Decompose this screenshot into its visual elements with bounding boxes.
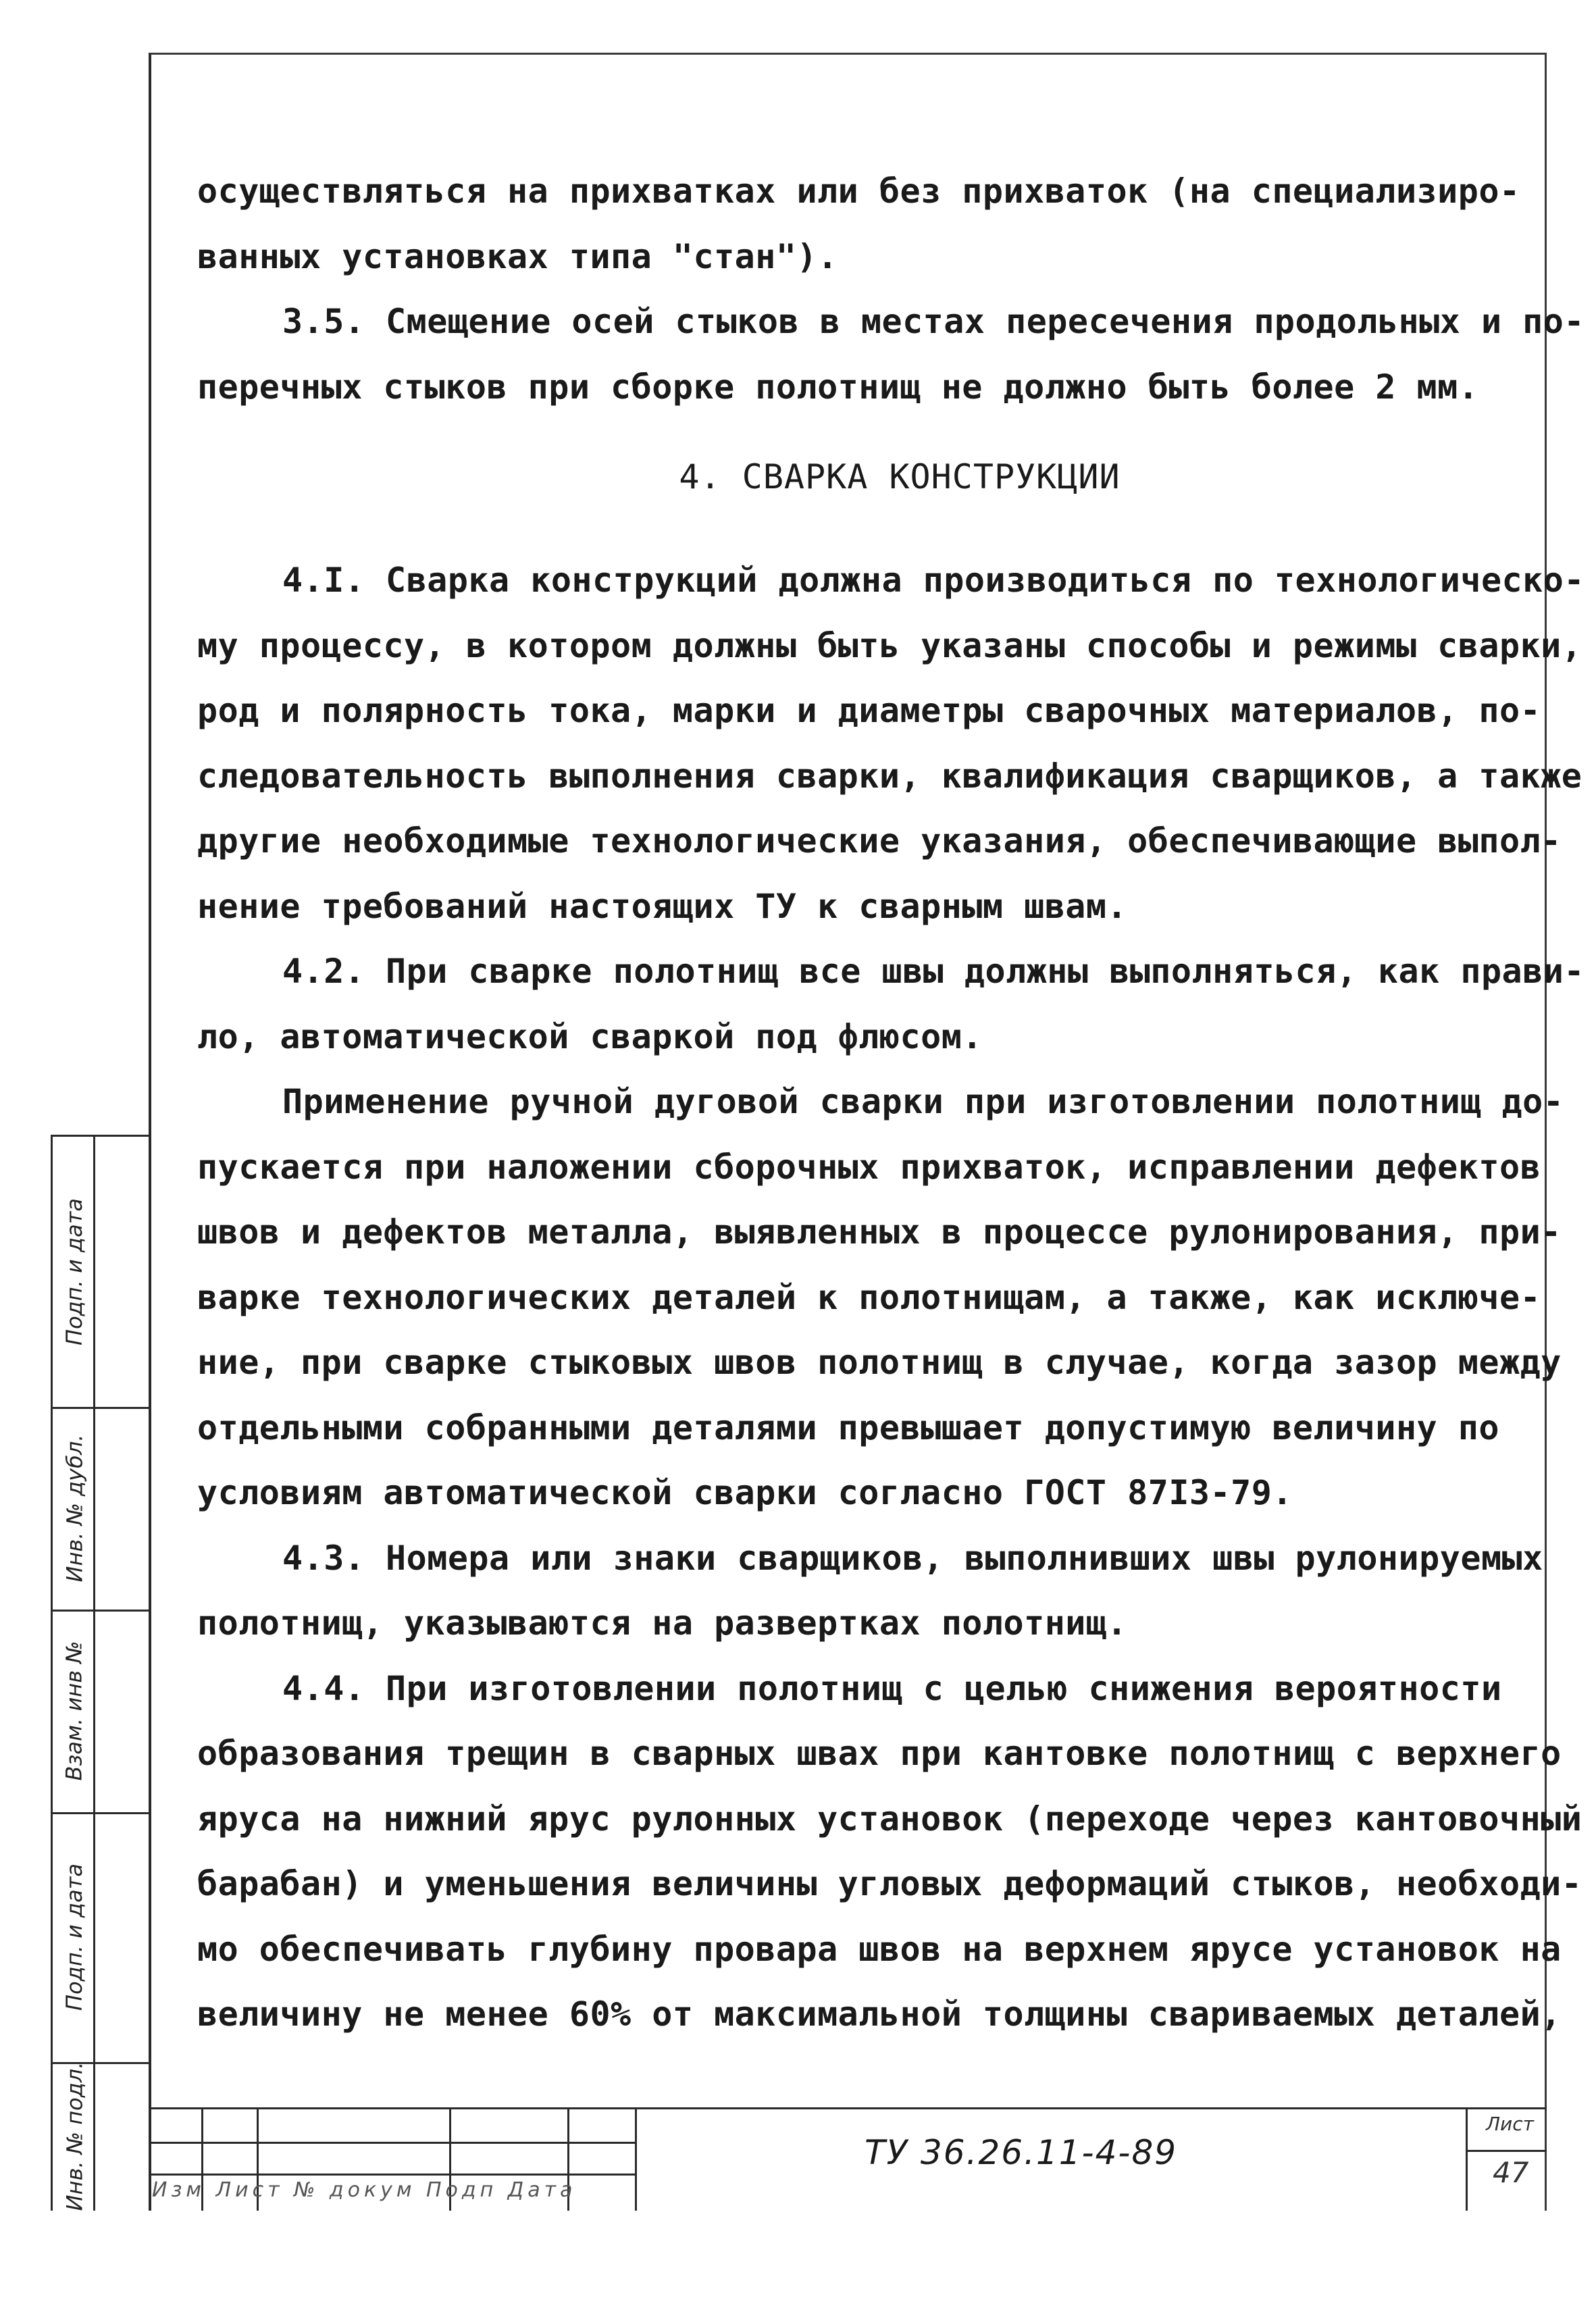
paragraph-continuation [197, 159, 1521, 289]
stamp-label-sign-date-2: Подп. и дата [61, 1863, 88, 2011]
paragraph-4-2-manual-welding [197, 1069, 1564, 1526]
text-line: ло, автоматической сваркой под флюсом. [197, 1017, 983, 1056]
stamp-label-orig-inv: Инв. № подл. [61, 2061, 88, 2211]
text-line: отдельными собранными деталями превышает допустимую величину по [197, 1408, 1499, 1447]
title-block-cell [635, 2109, 637, 2211]
text-line: 3.5. Смещение осей стыков в местах пересечения продольных и по- [282, 302, 1585, 341]
text-line: мо обеспечивать глубину провара швов на верхнем ярусе установок на [197, 1929, 1562, 1969]
title-block-row [149, 2174, 635, 2176]
text-line: условиям автоматической сварки согласно ГОСТ 87I3-79. [197, 1473, 1293, 1512]
document-body [197, 159, 1585, 2047]
text-line: Применение ручной дуговой сварки при изготовлении полотнищ до- [282, 1082, 1564, 1121]
stamp-label-replace-inv: Взам. инв № [61, 1641, 87, 1781]
text-line: му процессу, в котором должны быть указаны способы и режимы сварки, [197, 625, 1582, 665]
paragraph-4-4 [197, 1656, 1582, 2047]
text-line: швов и дефектов металла, выявленных в процессе рулонирования, при- [197, 1212, 1562, 1252]
text-line: нение требований настоящих ТУ к сварным швам. [197, 886, 1128, 926]
text-line: пускается при наложении сборочных прихваток, исправлении дефектов [197, 1147, 1541, 1187]
paragraph-4-3 [197, 1526, 1543, 1656]
text-line: осуществляться на прихватках или без прихваток (на специализиро- [197, 172, 1520, 211]
text-line: образования трещин в сварных швах при кантовке полотнищ с верхнего [197, 1734, 1562, 1773]
text-line: другие необходимые технологические указания, обеспечивающие выпол- [197, 821, 1562, 860]
paragraph-4-2 [197, 939, 1585, 1069]
document-code: ТУ 36.26.11-4-89 [865, 2133, 1178, 2172]
stamp-label-dup-inv: Инв. № дубл. [61, 1434, 87, 1583]
paragraph-4-1 [197, 548, 1585, 939]
stamp-label-sign-date: Подп. и дата [61, 1198, 88, 1345]
text-line: ванных установках типа "стан"). [197, 236, 838, 276]
title-block-row [1466, 2150, 1547, 2152]
text-line: полотнищ, указываются на развертках полотнищ. [197, 1603, 1128, 1643]
paragraph-3-5 [197, 289, 1585, 419]
title-block-footer: Изм Лист № докум Подп Дата [152, 2178, 577, 2202]
text-line: 4.2. При сварке полотнищ все швы должны выполняться, как прави- [282, 952, 1585, 991]
text-line: барабан) и уменьшения величины угловых деформаций стыков, необходи- [197, 1864, 1582, 1903]
text-line: 4.4. При изготовлении полотнищ с целью снижения вероятности [282, 1668, 1502, 1708]
text-line: род и полярность тока, марки и диаметры сварочных материалов, по- [197, 691, 1541, 730]
section-heading: 4. СВАРКА КОНСТРУКЦИИ [679, 457, 1121, 496]
side-stamp [51, 1135, 149, 2211]
text-line: 4.I. Сварка конструкций должна производиться по технологическо- [282, 561, 1585, 600]
text-line: величину не менее 60% от максимальной толщины свариваемых деталей, [197, 1995, 1562, 2034]
text-line: 4.3. Номера или знаки сварщиков, выполнивших швы рулонируемых [282, 1538, 1543, 1578]
side-divider [93, 1137, 95, 2211]
text-line: ние, при сварке стыковых швов полотнищ в случае, когда зазор между [197, 1343, 1562, 1382]
text-line: варке технологических деталей к полотнищам, а также, как исключе- [197, 1277, 1541, 1317]
sheet-label: Лист [1486, 2113, 1534, 2135]
text-line: следовательность выполнения сварки, квалификация сварщиков, а также [197, 756, 1582, 796]
title-block-row [149, 2142, 635, 2144]
text-line: яруса на нижний ярус рулонных установок (переходе через кантовочный [197, 1799, 1582, 1839]
text-line: перечных стыков при сборке полотнищ не должно быть более 2 мм. [197, 367, 1479, 407]
sheet-number: 47 [1493, 2156, 1529, 2189]
title-block-cell [1466, 2109, 1468, 2211]
